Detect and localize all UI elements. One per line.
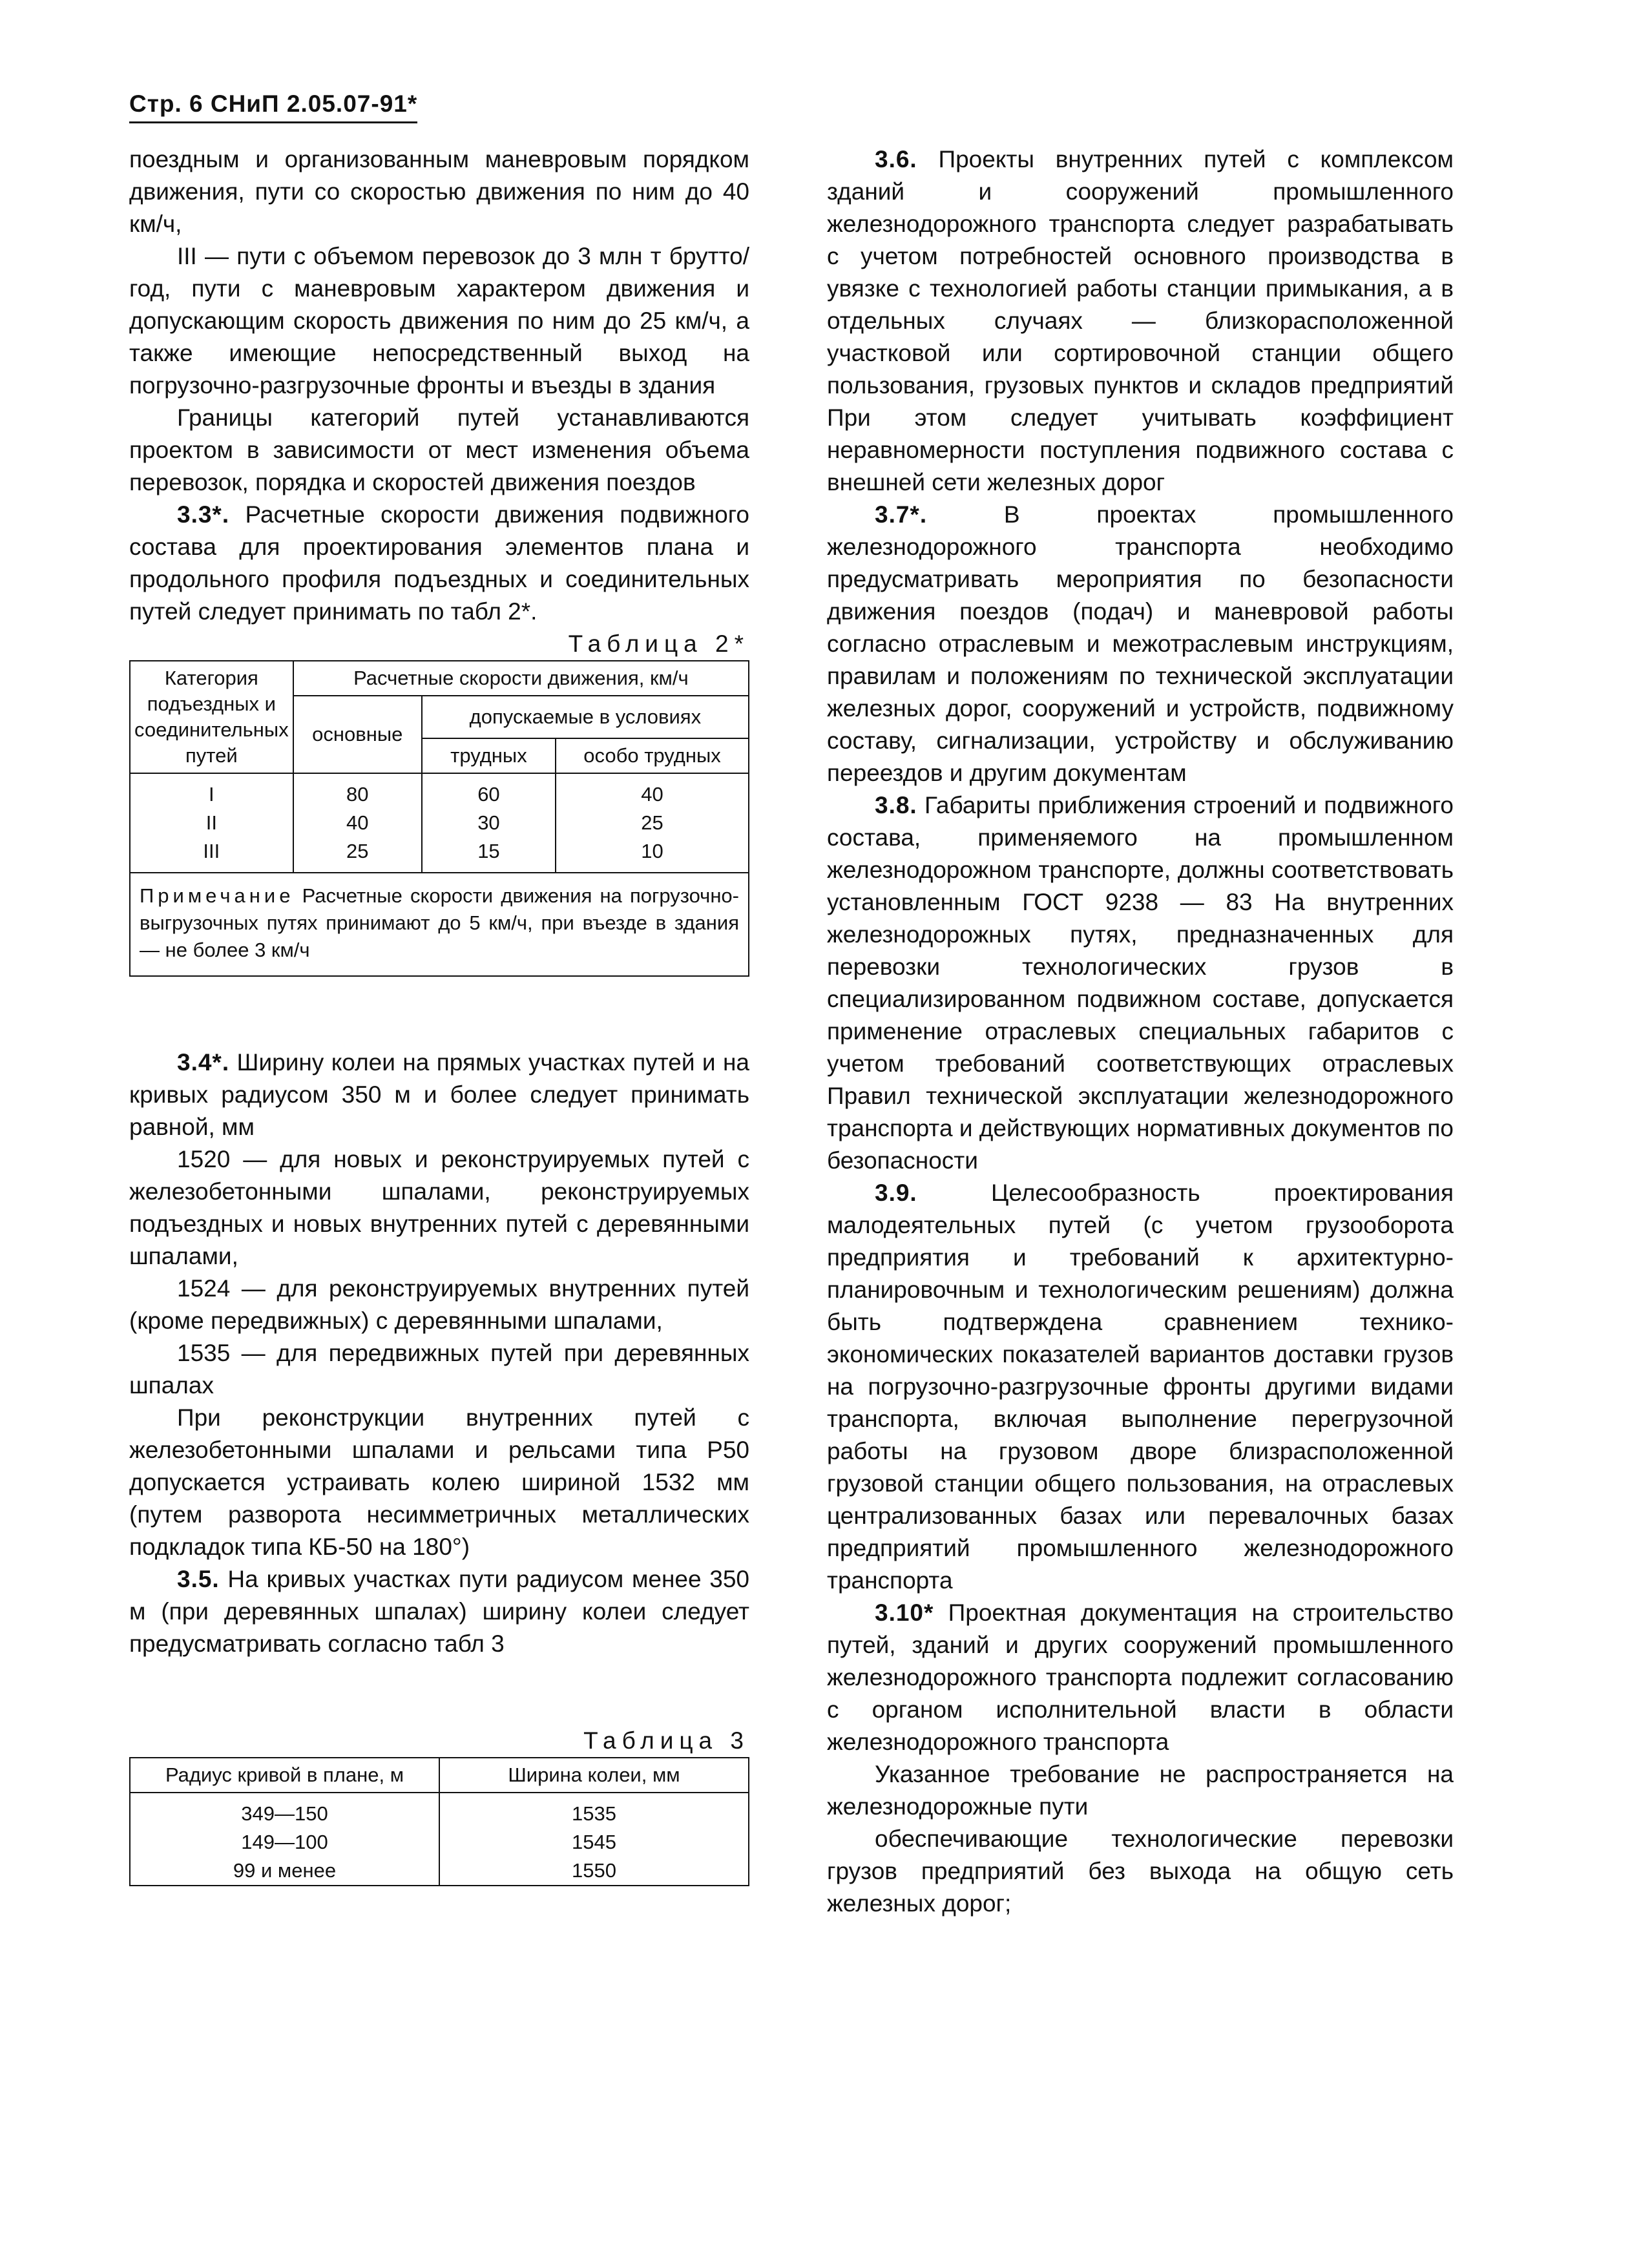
table-row [130,837,749,866]
table-row [130,1800,749,1828]
paragraph-gauge-1535: 1535 — для передвижных путей при деревянных шпалах [129,1340,749,1399]
clause-number: 3.4*. [177,1049,230,1076]
clause-text: В проектах промышленного железнодорожного транспорта необходимо предусматривать мероприятия по безопасности движения поездов (подач) и маневровой работы согласно отраслевым и межотраслевым инструкциям, правилам и положениям по технической эксплуатации железных дорог, сооружений и устройств, подвижному составу, сигнализации, устройству и обслуживанию переездов и другим документам [827,501,1454,786]
clause-number: 3.6. [875,146,917,172]
header-allowed: допускаемые в условиях [422,696,749,738]
table-3-title: Таблица 3 [583,1727,749,1754]
cell-category: II [130,809,293,837]
cell-category: I [130,780,293,809]
table-2-title: Таблица 2* [568,630,749,657]
cell-very-hard: 10 [556,837,749,866]
clause-text: Проекты внутренних путей с комплексом зданий и сооружений промышленного железнодорожного транспорта следует разрабатывать с учетом потребностей основного производства в увязке с технологией работы станции примыкания, а в отдельных случаях — близкорасположенной участковой или сортировочной станции общего пользования, грузовых пунктов и складов предприятий При этом следует учитывать коэффициент неравномерности поступления подвижного состава с внешней сети железных дорог [827,146,1454,495]
clause-3-4 [129,1046,749,1143]
header-speeds: Расчетные скорости движения, км/ч [293,661,749,696]
cell-category: III [130,837,293,866]
cell-gauge-width: 1535 [439,1800,749,1828]
header-hard: трудных [422,738,556,773]
paragraph-intro: поездным и организованным маневровым порядком движения, пути со скоростью движения по ним до 40 км/ч, [129,146,749,237]
clause-number: 3.5. [177,1566,220,1592]
clause-number: 3.3*. [177,501,230,528]
clause-3-8 [827,789,1454,1177]
clause-text: Расчетные скорости движения подвижного состава для проектирования элементов плана и продольного профиля подъездных и соединительных путей следует принимать по табл 2*. [129,501,749,625]
header-main: основные [293,696,422,773]
clause-3-10 [827,1597,1454,1758]
cell-radius: 99 и менее [130,1857,439,1886]
spacer [129,1660,749,1725]
header-very-hard: особо трудных [556,738,749,773]
left-column [129,143,749,1886]
clause-3-6 [827,143,1454,499]
paragraph-category-bounds: Границы категорий путей устанавливаются проектом в зависимости от мест изменения объема перевозок, порядка и скоростей движения поездов [129,404,749,495]
table-row [130,1857,749,1886]
cell-very-hard: 25 [556,809,749,837]
paragraph-gauge-1524: 1524 — для реконструируемых внутренних путей (кроме передвижных) с деревянными шпалами, [129,1275,749,1334]
cell-hard: 15 [422,837,556,866]
clause-text: Ширину колеи на прямых участках путей и на кривых радиусом 350 м и более следует принимать равной, мм [129,1049,749,1140]
cell-radius: 349—150 [130,1800,439,1828]
cell-gauge-width: 1550 [439,1857,749,1886]
clause-3-9 [827,1177,1454,1597]
cell-main: 80 [293,780,422,809]
clause-text: Проектная документация на строительство путей, зданий и других сооружений промышленного железнодорожного транспорта подлежит согласованию с органом исполнительной власти в области железнодорожного транспорта [827,1599,1454,1755]
paragraph-gauge-1532: При реконструкции внутренних путей с железобетонными шпалами и рельсами типа Р50 допускается устраивать колею шириной 1532 мм (путем разворота несимметричных металлических подкладок типа КБ-50 на 180°) [129,1404,749,1560]
cell-radius: 149—100 [130,1828,439,1857]
paragraph-technological: обеспечивающие технологические перевозки грузов предприятий без выхода на общую сеть железных дорог; [827,1826,1454,1917]
header-radius: Радиус кривой в плане, м [130,1758,439,1793]
cell-gauge-width: 1545 [439,1828,749,1857]
header-category: Категория подъездных и соединительных путей [130,661,293,773]
cell-hard: 30 [422,809,556,837]
paragraph-category-3: III — пути с объемом перевозок до 3 млн т брутто/год, пути с маневровым характером движения и допускающим скорость движения по ним до 25 км/ч, а также имеющие непосредственный выход на погрузочно-разгрузочные фронты и въезды в здания [129,243,749,399]
clause-text: Габариты приближения строений и подвижного состава, применяемого на промышленном железнодорожном транспорте, должны соответствовать установленным ГОСТ 9238 — 83 На внутренних железнодорожных путях, предназначенных для перевозки технологических грузов в специализированном подвижном составе, допускается применение отраслевых специальных габаритов с учетом требований соответствующих отраслевых Правил технической эксплуатации железнодорожного транспорта и действующих нормативных документов по безопасности [827,792,1454,1174]
note-text: Расчетные скорости движения на погрузочно-выгрузочных путях принимают до 5 км/ч, при въезде в здания — не более 3 км/ч [140,884,739,961]
table-row [130,1828,749,1857]
clause-3-3 [129,499,749,628]
table-2-note [130,873,749,976]
table-row [130,809,749,837]
right-column [827,143,1454,1920]
clause-number: 3.9. [875,1180,917,1206]
cell-hard: 60 [422,780,556,809]
paragraph-gauge-1520: 1520 — для новых и реконструируемых путей с железобетонными шпалами, реконструируемых подъездных и новых внутренних путей с деревянными шпалами, [129,1146,749,1269]
table-2 [129,660,749,977]
paragraph-exemption: Указанное требование не распространяется на железнодорожные пути [827,1761,1454,1820]
clause-number: 3.10* [875,1599,934,1626]
cell-very-hard: 40 [556,780,749,809]
table-row [130,780,749,809]
clause-3-5 [129,1563,749,1660]
cell-main: 40 [293,809,422,837]
table-3 [129,1757,749,1886]
clause-number: 3.7*. [875,501,928,528]
cell-main: 25 [293,837,422,866]
clause-text: На кривых участках пути радиусом менее 350 м (при деревянных шпалах) ширину колеи следует предусматривать согласно табл 3 [129,1566,749,1657]
note-label: Примечание [140,884,295,907]
spacer [129,977,749,1046]
running-head: Стр. 6 СНиП 2.05.07-91* [129,90,417,123]
clause-3-7 [827,499,1454,789]
clause-number: 3.8. [875,792,917,818]
clause-text: Целесообразность проектирования малодеятельных путей (с учетом грузооборота предприятия и требований к архитектурно-планировочным и технологическим решениям) должна быть подтверждена сравнением технико-экономических показателей вариантов доставки грузов на погрузочно-разгрузочные фронты другими видами транспорта, включая выполнение перегрузочной работы на грузовом дворе близрасположенной грузовой станции общего пользования, на отраслевых централизованных базах или перевалочных базах предприятий промышленного железнодорожного транспорта [827,1180,1454,1594]
header-gauge-width: Ширина колеи, мм [439,1758,749,1793]
